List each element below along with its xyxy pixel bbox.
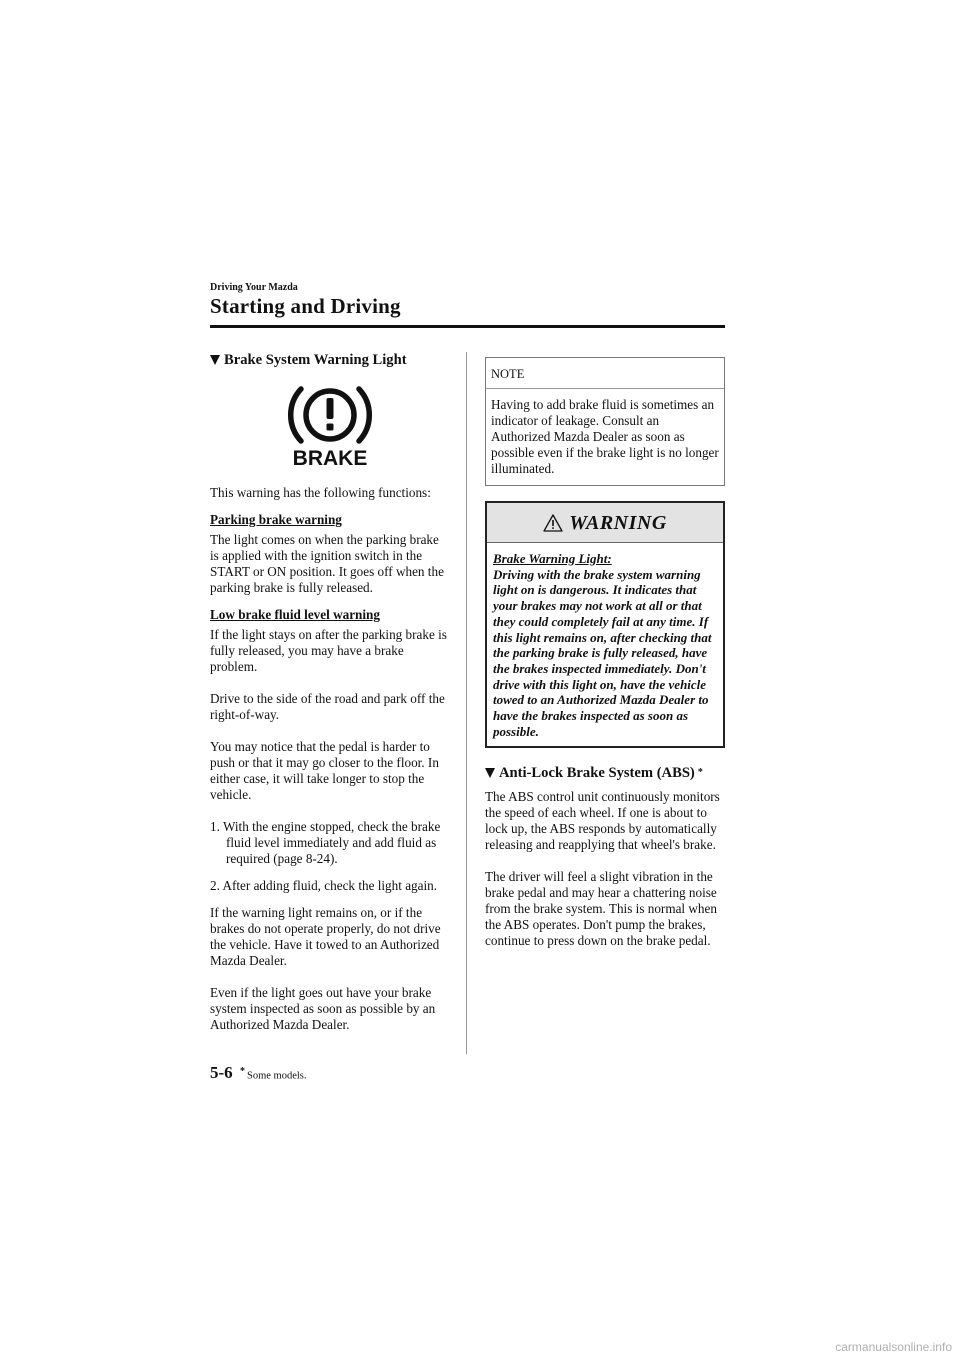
note-heading: NOTE bbox=[486, 358, 724, 389]
warning-text: Driving with the brake system warning light on is dangerous. It indicates that your brakes may not work at all or that they could completely fail at any time. If this light remains on, after checking that the parking brake is fully released, have the brakes inspected immediately. Don't drive with this light on, have the vehicle towed to an Authorized Mazda Dealer to have the brakes inspected as soon as possible. bbox=[493, 566, 712, 739]
abs-text-1: The ABS control unit continuously monitors the speed of each wheel. If one is about to lock up, the ABS responds by automatically releasing and reapplying that wheel's brake. bbox=[485, 789, 720, 853]
some-models-star: * bbox=[697, 767, 703, 779]
right-column bbox=[485, 357, 725, 960]
step-1: 1. With the engine stopped, check the brake fluid level immediately and add fluid as required (page 8-24). bbox=[210, 819, 441, 866]
low-fluid-text-1: If the light stays on after the parking brake is fully released, you may have a brake problem. bbox=[210, 627, 447, 674]
note-box bbox=[485, 357, 725, 486]
after-text-2: Even if the light goes out have your brake system inspected as soon as possible by an Authorized Mazda Dealer. bbox=[210, 985, 436, 1032]
left-column bbox=[210, 352, 450, 1044]
header-rule bbox=[210, 325, 725, 328]
triangle-down-icon bbox=[485, 768, 495, 778]
parking-brake-subhead: Parking brake warning bbox=[210, 512, 342, 527]
warning-box bbox=[485, 501, 725, 748]
footer-note: * Some models. bbox=[240, 1066, 307, 1082]
warning-body bbox=[487, 543, 723, 746]
watermark: carmanualsonline.info bbox=[835, 1340, 952, 1354]
brake-warning-icon bbox=[210, 383, 450, 467]
warning-subhead: Brake Warning Light: bbox=[493, 551, 612, 566]
abs-text-2: The driver will feel a slight vibration in the brake pedal and may hear a chattering noise from the brake system. This is normal when the ABS operates. Don't pump the brakes, continue to press down on the brake pedal. bbox=[485, 869, 717, 949]
page-number: 5-6 bbox=[210, 1063, 233, 1082]
note-body: Having to add brake fluid is sometimes an indicator of leakage. Consult an Authorized Mazda Dealer as soon as possible even if the brake light is no longer illuminated. bbox=[491, 397, 719, 476]
chapter-label: Driving Your Mazda bbox=[210, 282, 298, 293]
triangle-down-icon bbox=[210, 355, 220, 365]
parking-brake-text: The light comes on when the parking brake is applied with the ignition switch in the START or ON position. It goes off when the parking brake is fully released. bbox=[210, 532, 444, 595]
low-fluid-text-3: You may notice that the pedal is harder to push or that it may go closer to the floor. In either case, it will take longer to stop the vehicle. bbox=[210, 739, 439, 802]
after-text-1: If the warning light remains on, or if the brakes do not operate properly, do not drive the vehicle. Have it towed to an Authorized Mazda Dealer. bbox=[210, 905, 441, 968]
warning-header bbox=[487, 503, 723, 543]
low-fluid-text-2: Drive to the side of the road and park off the right-of-way. bbox=[210, 691, 445, 722]
step-2: 2. After adding fluid, check the light again. bbox=[210, 878, 438, 893]
section-title: Starting and Driving bbox=[210, 294, 401, 318]
footer-star: * bbox=[240, 1066, 245, 1077]
brake-warning-heading: Brake System Warning Light bbox=[210, 352, 450, 368]
svg-text:BRAKE: BRAKE bbox=[292, 447, 368, 467]
intro-text: This warning has the following functions: bbox=[210, 485, 431, 500]
warning-triangle-icon bbox=[543, 514, 563, 532]
warning-title: WARNING bbox=[569, 511, 667, 534]
abs-heading: Anti-Lock Brake System (ABS) * bbox=[485, 765, 725, 781]
column-divider bbox=[466, 352, 467, 1054]
low-fluid-subhead: Low brake fluid level warning bbox=[210, 607, 380, 622]
